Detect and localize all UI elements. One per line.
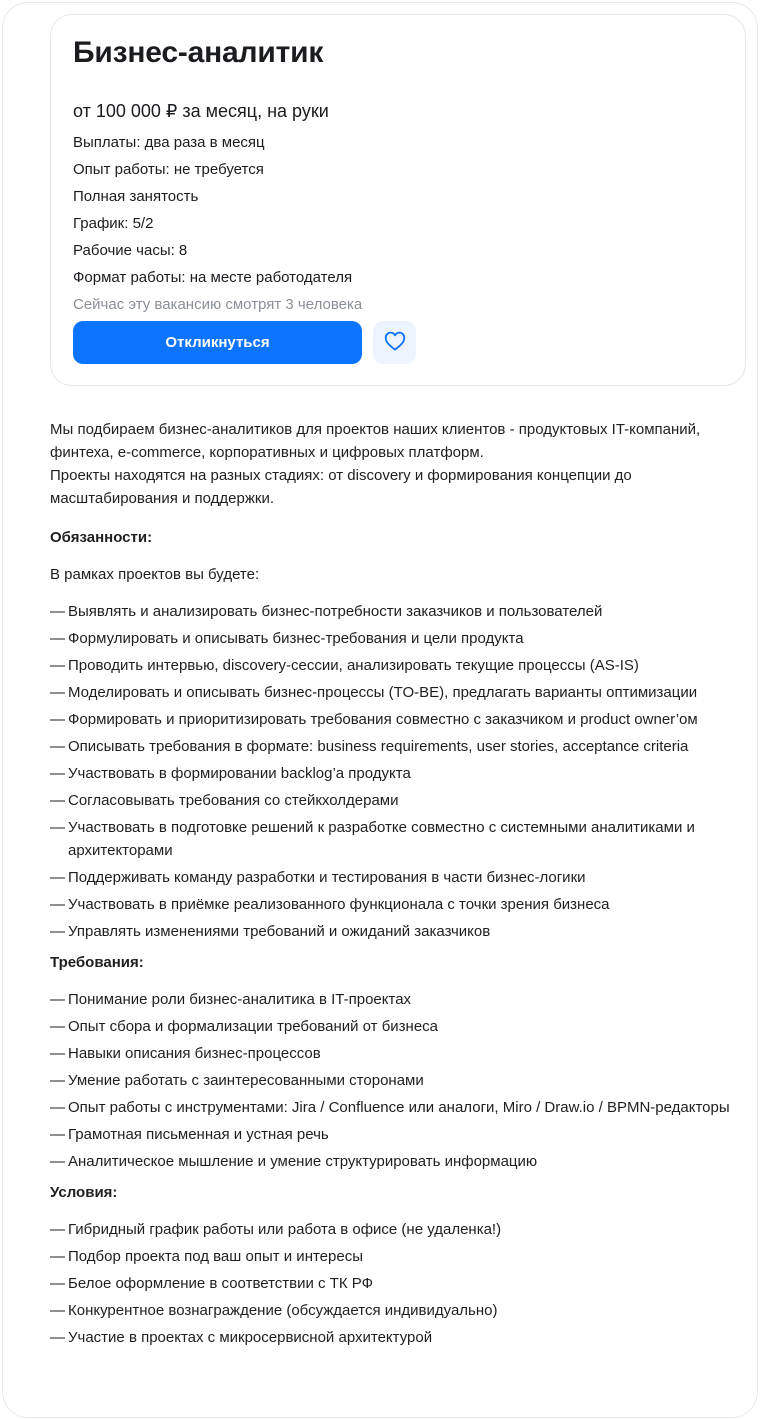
list-item: — Аналитическое мышление и умение структурировать информацию <box>50 1150 750 1173</box>
list-item: — Грамотная письменная и устная речь <box>50 1123 750 1146</box>
meta-hours: Рабочие часы: 8 <box>73 242 188 259</box>
list-item: — Подбор проекта под ваш опыт и интересы <box>50 1245 750 1268</box>
duties-list <box>50 600 750 943</box>
vacancy-actions <box>73 321 416 365</box>
list-item: — Понимание роли бизнес-аналитика в IT-проектах <box>50 988 750 1011</box>
conditions-list <box>50 1218 750 1349</box>
list-item: — Опыт сбора и формализации требований от бизнеса <box>50 1015 750 1038</box>
meta-payments: Выплаты: два раза в месяц <box>73 134 265 151</box>
heart-icon <box>384 331 406 354</box>
list-item: — Участвовать в подготовке решений к разработке совместно с системными аналитиками и архитекторами <box>50 816 750 862</box>
list-item: — Согласовывать требования со стейкхолдерами <box>50 789 750 812</box>
requirements-heading: Требования: <box>50 954 144 971</box>
intro-paragraph: Мы подбираем бизнес-аналитиков для проектов наших клиентов - продуктовых IT-компаний, финтеха, e-commerce, корпоративных и цифровых платформ. <box>50 421 701 461</box>
list-item: — Проводить интервью, discovery-сессии, анализировать текущие процессы (AS-IS) <box>50 654 750 677</box>
meta-experience: Опыт работы: не требуется <box>73 161 264 178</box>
list-item: — Управлять изменениями требований и ожиданий заказчиков <box>50 920 750 943</box>
meta-schedule: График: 5/2 <box>73 215 154 232</box>
viewers-count: Сейчас эту вакансию смотрят 3 человека <box>73 296 363 313</box>
conditions-heading: Условия: <box>50 1184 118 1201</box>
list-item: — Участие в проектах с микросервисной архитектурой <box>50 1326 750 1349</box>
vacancy-card <box>50 14 746 386</box>
list-item: — Описывать требования в формате: business requirements, user stories, acceptance criteria <box>50 735 750 758</box>
requirements-list <box>50 988 750 1173</box>
vacancy-title: Бизнес-аналитик <box>73 36 324 69</box>
meta-work-format: Формат работы: на месте работодателя <box>73 269 353 286</box>
list-item: — Навыки описания бизнес-процессов <box>50 1042 750 1065</box>
description-intro <box>50 418 750 510</box>
list-item: — Белое оформление в соответствии с ТК РФ <box>50 1272 750 1295</box>
list-item: — Участвовать в формировании backlog’а продукта <box>50 762 750 785</box>
meta-employment: Полная занятость <box>73 188 199 205</box>
list-item: — Поддерживать команду разработки и тестирования в части бизнес-логики <box>50 866 750 889</box>
list-item: — Формулировать и описывать бизнес-требования и цели продукта <box>50 627 750 650</box>
list-item: — Опыт работы с инструментами: Jira / Confluence или аналоги, Miro / Draw.io / BPMN-редакторы <box>50 1096 750 1119</box>
list-item: — Формировать и приоритизировать требования совместно с заказчиком и product owner’ом <box>50 708 750 731</box>
list-item: — Выявлять и анализировать бизнес-потребности заказчиков и пользователей <box>50 600 750 623</box>
salary: от 100 000 ₽ за месяц, на руки <box>73 101 329 121</box>
list-item: — Гибридный график работы или работа в офисе (не удаленка!) <box>50 1218 750 1241</box>
favorite-button[interactable] <box>373 321 416 364</box>
apply-button[interactable]: Откликнуться <box>73 321 362 364</box>
vacancy-description <box>50 418 750 1353</box>
list-item: — Конкурентное вознаграждение (обсуждается индивидуально) <box>50 1299 750 1322</box>
intro-paragraph: Проекты находятся на разных стадиях: от discovery и формирования концепции до масштабирования и поддержки. <box>50 467 632 507</box>
list-item: — Участвовать в приёмке реализованного функционала с точки зрения бизнеса <box>50 893 750 916</box>
duties-heading: Обязанности: <box>50 529 153 546</box>
list-item: — Моделировать и описывать бизнес-процессы (TO-BE), предлагать варианты оптимизации <box>50 681 750 704</box>
vacancy-meta-list <box>73 129 723 318</box>
list-item: — Умение работать с заинтересованными сторонами <box>50 1069 750 1092</box>
duties-lead: В рамках проектов вы будете: <box>50 566 260 583</box>
